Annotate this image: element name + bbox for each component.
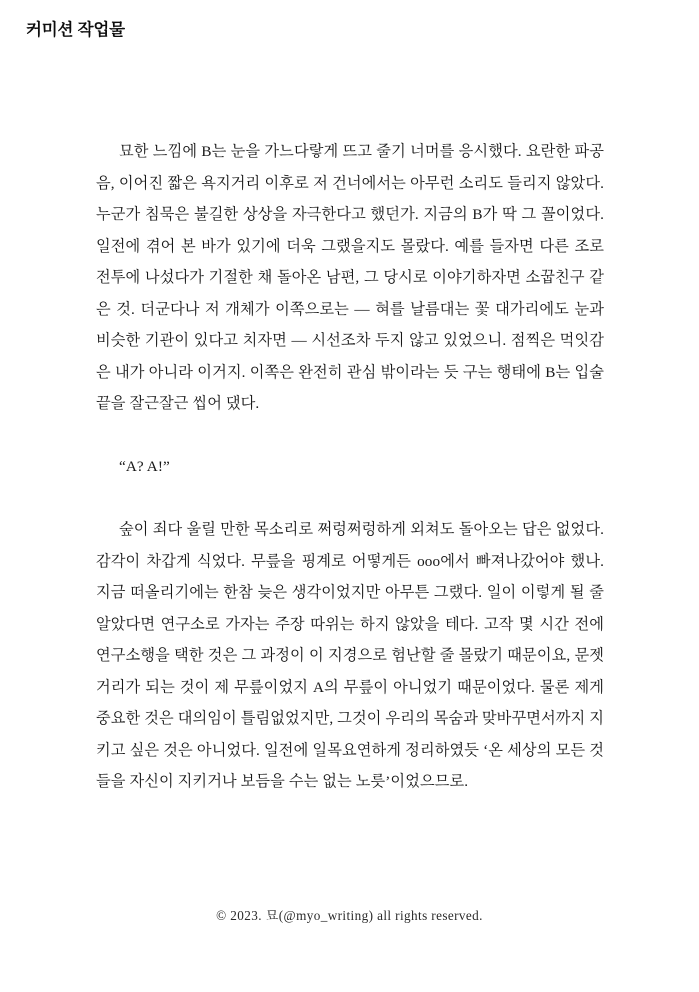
page-title: 커미션 작업물 (26, 21, 125, 39)
copyright-footer: © 2023. 묘(@myo_writing) all rights reserved. (216, 908, 483, 923)
paragraph-dialogue: “A? A!” (119, 458, 170, 475)
paragraph: 묘한 느낌에 B는 눈을 가느다랗게 뜨고 줄기 너머를 응시했다. 요란한 파공음, 이어진 짧은 욕지거리 이후로 저 건너에서는 아무런 소리도 들리지 않았다. 누군가 침묵은 불길한 상상을 자극한다고 했던가. 지금의 B가 딱 그 꼴이었다. 일전에 겪어 본 바가 있기에 더욱 그랬을지도 몰랐다. 예를 들자면 다른 조로 전투에 나섰다가 기절한 채 돌아온 남편, 그 당시로 이야기하자면 소꿉친구 같은 것. 더군다나 저 개체가 이쪽으로는 ― 혀를 날름대는 꽃 대가리에도 눈과 비슷한 기관이 있다고 치자면 ― 시선조차 두지 않고 있었으니. 점찍은 먹잇감은 내가 아니라 이거지. 이쪽은 완전히 관심 밖이라는 듯 구는 행태에 B는 입술 끝을 잘근잘근 씹어 댔다. (96, 143, 604, 412)
document-body (96, 136, 604, 798)
paragraph: 숲이 죄다 울릴 만한 목소리로 쩌렁쩌렁하게 외쳐도 돌아오는 답은 없었다. 감각이 차갑게 식었다. 무릎을 핑계로 어떻게든 ooo에서 빠져나갔어야 했나. 지금 떠올리기에는 한참 늦은 생각이었지만 아무튼 그랬다. 일이 이렇게 될 줄 알았다면 연구소로 가자는 주장 따위는 하지 않았을 테다. 고작 몇 시간 전에 연구소행을 택한 것은 그 과정이 이 지경으로 험난할 줄 몰랐기 때문이요, 문젯거리가 되는 것이 제 무릎이었지 A의 무릎이 아니었기 때문이었다. 물론 제게 중요한 것은 대의임이 틀림없었지만, 그것이 우리의 목숨과 맞바꾸면서까지 지키고 싶은 것은 아니었다. 일전에 일목요연하게 정리하였듯 ‘온 세상의 모든 것들을 자신이 지키거나 보듬을 수는 없는 노릇’이었으므로. (96, 521, 604, 790)
